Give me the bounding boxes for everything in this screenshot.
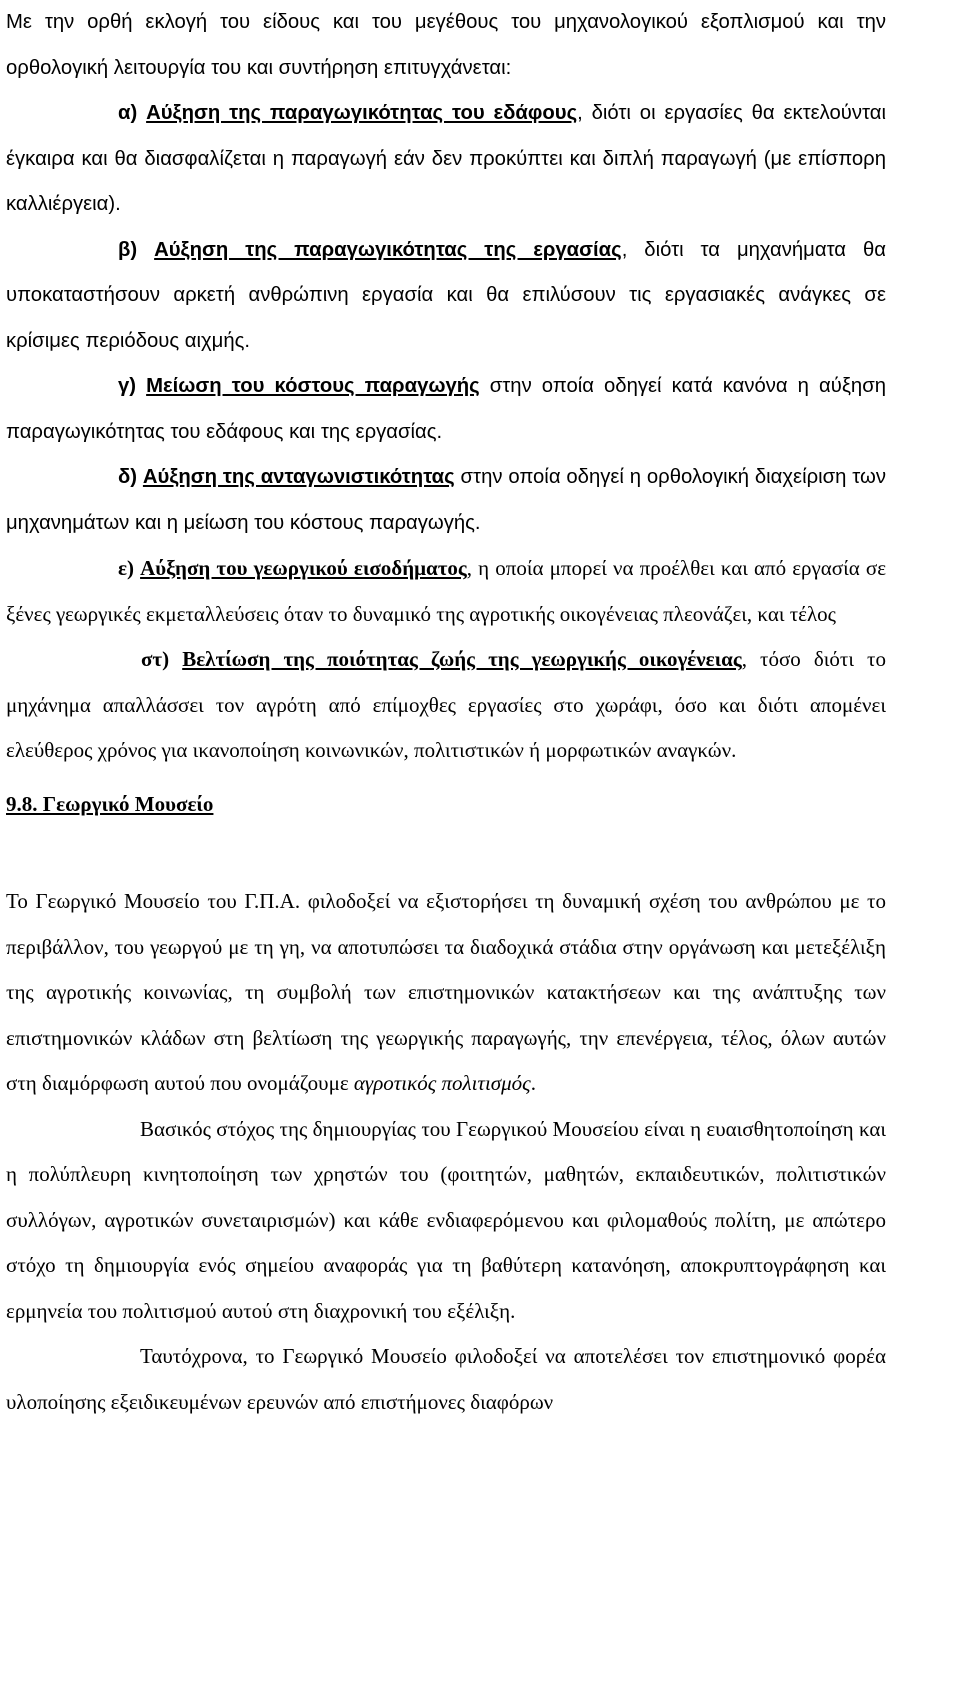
section-heading-text: 9.8. Γεωργικό Μουσείο	[6, 791, 214, 816]
item-f-title: Βελτίωση της ποιότητας ζωής της γεωργικής οικογένειας	[182, 647, 742, 671]
last-paragraph: Ταυτόχρονα, το Γεωργικό Μουσείο φιλοδοξεί να αποτελέσει τον επιστημονικό φορέα υλοποίησης εξειδικευμένων ερευνών από επιστήμονες διαφόρων	[6, 1344, 886, 1414]
goal-paragraph: Βασικός στόχος της δημιουργίας του Γεωργικού Μουσείου είναι η ευαισθητοποίηση και η πολύπλευρη κινητοποίηση των χρηστών του (φοιτητών, μαθητών, εκπαιδευτικών, πολιτιστικών συλλόγων, αγροτικών συνεταιρισμών) και κάθε ενδιαφερόμενου και φιλομαθούς πολίτη, με απώτερο στόχο τη δημιουργία ενός σημείου αναφοράς για τη βαθύτερη κατανόηση, αποκρυπτογράφηση και ερμηνεία του πολιτισμού αυτού στη διαχρονική του εξέλιξη.	[6, 1116, 886, 1323]
item-e-title: Αύξηση του γεωργικού εισοδήματος	[140, 556, 467, 580]
item-d-label: δ)	[118, 466, 138, 488]
document-page	[6, 0, 886, 1425]
item-a	[6, 91, 886, 228]
item-d-title: Αύξηση της ανταγωνιστικότητας	[142, 466, 455, 488]
item-a-text: , διότι οι εργασίες θα εκτελούνται έγκαιρα και θα διασφαλίζεται η παραγωγή εάν δεν προκύπτει και διπλή παραγωγή (με επίσπορη καλλιέργεια).	[6, 102, 886, 215]
item-a-title: Αύξηση της παραγωγικότητας του εδάφους	[146, 102, 578, 124]
museum-italic-term: αγροτικός πολιτισμός	[353, 1071, 531, 1095]
museum-paragraph	[6, 879, 886, 1107]
item-b-title: Αύξηση της παραγωγικότητας της εργασίας	[154, 238, 622, 261]
item-c-title: Μείωση του κόστους παραγωγής	[146, 375, 480, 397]
item-d-text: στην οποία οδηγεί η ορθολογική διαχείριση των μηχανημάτων και η μείωση του κόστους παραγωγής.	[6, 466, 886, 534]
item-f-label: στ)	[141, 647, 170, 671]
item-b-label: β)	[118, 238, 138, 261]
item-a-label: α)	[118, 102, 138, 124]
item-b-text: , διότι τα μηχανήματα θα υποκαταστήσουν αρκετή ανθρώπινη εργασία και θα επιλύσουν τις εργασιακές ανάγκες σε κρίσιμες περιόδους αιχμής.	[6, 238, 886, 352]
section-heading	[6, 782, 886, 828]
museum-text: Το Γεωργικό Μουσείο του Γ.Π.Α. φιλοδοξεί να εξιστορήσει τη δυναμική σχέση του ανθρώπου με το περιβάλλον, του γεωργού με τη γη, να αποτυπώσει τα διαδοχικά στάδια στην οργάνωση και μετεξέλιξη της αγροτικής κοινωνίας, τη συμβολή των επιστημονικών κατακτήσεων και της ανάπτυξης των επιστημονικών κλάδων στη βελτίωση της γεωργικής παραγωγής, την επενέργεια, τέλος, όλων αυτών στη διαμόρφωση αυτού που ονομάζουμε	[6, 889, 886, 1095]
item-f-text: , τόσο διότι το μηχάνημα απαλλάσσει τον αγρότη από επίμοχθες εργασίες στο χωράφι, όσο και διότι απομένει ελεύθερος χρόνος για ικανοποίηση κοινωνικών, πολιτιστικών ή μορφωτικών αναγκών.	[6, 647, 886, 762]
item-c-text: στην οποία οδηγεί κατά κανόνα η αύξηση παραγωγικότητας του εδάφους και της εργασίας.	[6, 375, 886, 443]
item-c	[6, 364, 886, 455]
item-e	[6, 546, 886, 637]
item-b	[6, 228, 886, 365]
intro-paragraph: Με την ορθή εκλογή του είδους και του μεγέθους του μηχανολογικού εξοπλισμού και την ορθολογική λειτουργία του και συντήρηση επιτυγχάνεται:	[6, 11, 886, 79]
item-f	[6, 637, 886, 774]
item-e-text: , η οποία μπορεί να προέλθει και από εργασία σε ξένες γεωργικές εκμεταλλεύσεις όταν το δυναμικό της αγροτικής οικογένειας πλεονάζει, και τέλος	[6, 556, 887, 626]
item-e-label: ε)	[118, 556, 134, 580]
museum-end: .	[530, 1071, 536, 1095]
item-c-label: γ)	[118, 375, 137, 397]
item-d	[6, 455, 886, 546]
